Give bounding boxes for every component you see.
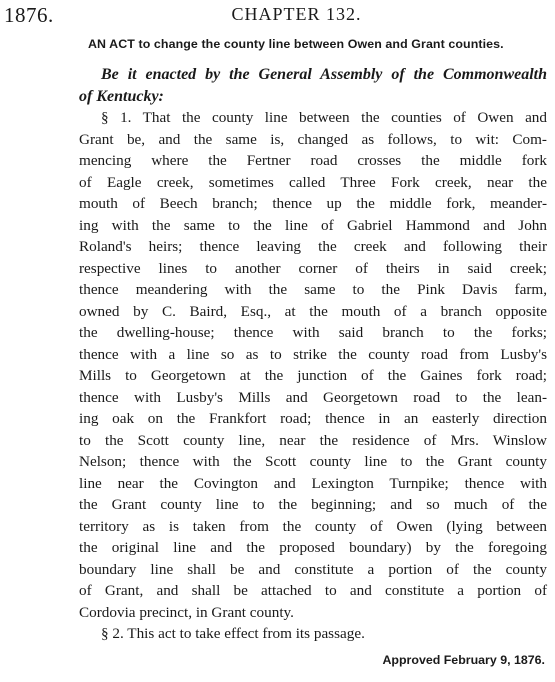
section-1-line: Cordovia precinct, in Grant county. (79, 603, 294, 621)
chapter-heading: CHAPTER 132. (231, 4, 362, 24)
section-1-line: to the Scott county line, near the residence of Mrs. Winslow (79, 431, 547, 449)
section-1-line: Mills to Georgetown at the junction of the Gaines fork road; (79, 367, 547, 384)
act-title: AN ACT to change the county line between Owen and Grant counties. (88, 37, 504, 51)
section-1-line: the dwelling-house; thence with said branch to the forks; (79, 324, 547, 341)
section-1-line: Nelson; thence with the Scott county line to the Grant county (79, 453, 547, 470)
section-1-line: mencing where the Fertner road crosses the middle fork (79, 152, 547, 169)
section-1-line: thence meandering with the same to the Pink Davis farm, (79, 281, 547, 298)
page-year: 1876. (4, 3, 54, 27)
section-1-line: boundary line shall be and constitute a portion of the county (79, 560, 547, 578)
section-1 (79, 107, 547, 623)
section-1-line: thence with Lusby's Mills and Georgetown road to the lean- (79, 388, 547, 406)
section-1-line: of Eagle creek, sometimes called Three Fork creek, near the (79, 173, 547, 191)
section-1-line: the Grant county line to the beginning; and so much of the (79, 496, 547, 513)
approval-date: Approved February 9, 1876. (382, 653, 545, 667)
section-1-line: respective lines to another corner of theirs in said creek; (79, 259, 547, 277)
section-1-line: Grant be, and the same is, changed as follows, to wit: Com- (79, 130, 547, 148)
section-1-line: owned by C. Baird, Esq., at the mouth of a branch opposite (79, 302, 547, 320)
enacting-line: of Kentucky: (79, 87, 164, 105)
section-1-line: the original line and the proposed boundary) by the foregoing (79, 539, 547, 556)
enacting-line: Be it enacted by the General Assembly of the Commonwealth (101, 66, 547, 83)
section-1-line: § 1. That the county line between the counties of Owen and (101, 109, 547, 126)
section-1-line: Roland's heirs; thence leaving the creek and following their (79, 238, 547, 255)
act-body (79, 64, 547, 645)
section-1-line: territory as is taken from the county of Owen (lying between (79, 517, 547, 535)
section-1-line: mouth of Beech branch; thence up the middle fork, meander- (79, 195, 547, 212)
section-1-line: ing with the same to the line of Gabriel Hammond and John (79, 216, 547, 234)
enacting-clause (79, 64, 547, 107)
section-2: § 2. This act to take effect from its passage. (101, 625, 365, 642)
section-1-line: of Grant, and shall be attached to and constitute a portion of (79, 582, 547, 599)
section-1-line: thence with a line so as to strike the county road from Lusby's (79, 345, 547, 363)
section-1-line: ing oak on the Frankfort road; thence in an easterly direction (79, 410, 547, 427)
section-1-line: line near the Covington and Lexington Turnpike; thence with (79, 474, 547, 492)
